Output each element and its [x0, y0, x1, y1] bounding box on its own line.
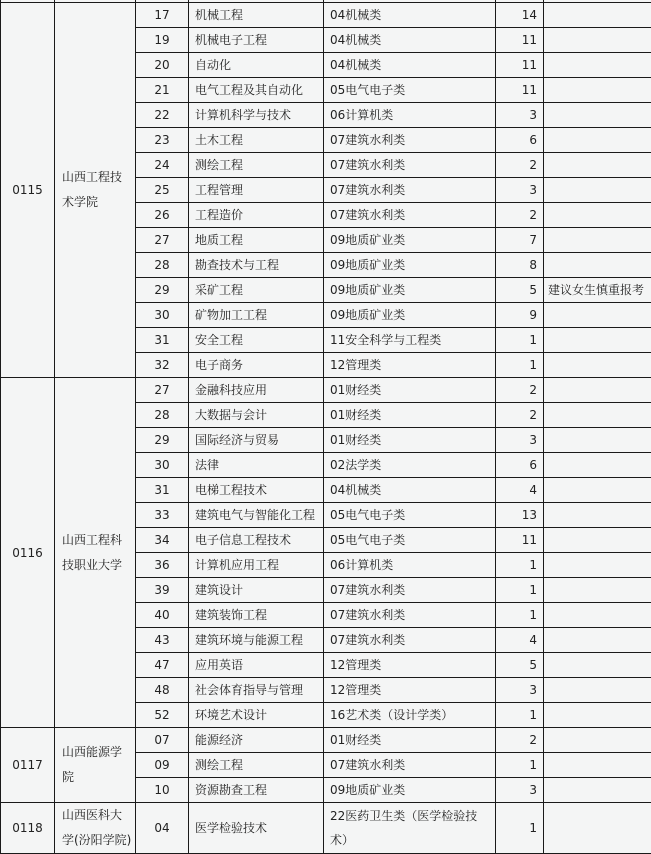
- plan-count-cell: 4: [496, 478, 544, 503]
- plan-count-cell: 1: [496, 328, 544, 353]
- note-cell: [544, 803, 651, 854]
- major-code-cell: 31: [136, 478, 189, 503]
- major-code-cell: 31: [136, 328, 189, 353]
- school-name-cell: 山西工程科技职业大学: [55, 378, 136, 728]
- note-cell: [544, 753, 651, 778]
- major-name-cell: 资源勘查工程: [189, 778, 324, 803]
- major-category-cell: 11安全科学与工程类: [324, 328, 496, 353]
- major-category-cell: 04机械类: [324, 3, 496, 28]
- note-cell: [544, 628, 651, 653]
- major-category-cell: 12管理类: [324, 653, 496, 678]
- major-category-cell: 07建筑水利类: [324, 178, 496, 203]
- plan-count-cell: 1: [496, 353, 544, 378]
- major-code-cell: 23: [136, 128, 189, 153]
- plan-count-cell: 2: [496, 378, 544, 403]
- table-body: [1, 0, 651, 854]
- major-name-cell: 法律: [189, 453, 324, 478]
- major-category-cell: 01财经类: [324, 728, 496, 753]
- major-code-cell: 34: [136, 528, 189, 553]
- major-code-cell: 30: [136, 453, 189, 478]
- plan-count-cell: 2: [496, 403, 544, 428]
- note-cell: [544, 28, 651, 53]
- major-name-cell: 计算机应用工程: [189, 553, 324, 578]
- plan-count-cell: 6: [496, 128, 544, 153]
- major-category-cell: 09地质矿业类: [324, 778, 496, 803]
- major-code-cell: 36: [136, 553, 189, 578]
- major-name-cell: 机械电子工程: [189, 28, 324, 53]
- school-code-cell: 0117: [1, 728, 55, 803]
- table-row: [1, 378, 651, 403]
- major-code-cell: 43: [136, 628, 189, 653]
- major-category-cell: 12管理类: [324, 678, 496, 703]
- major-code-cell: 52: [136, 703, 189, 728]
- note-cell: [544, 578, 651, 603]
- major-category-cell: 01财经类: [324, 428, 496, 453]
- plan-count-cell: 1: [496, 803, 544, 854]
- note-cell: [544, 603, 651, 628]
- major-code-cell: 20: [136, 53, 189, 78]
- major-category-cell: 04机械类: [324, 28, 496, 53]
- major-category-cell: 09地质矿业类: [324, 303, 496, 328]
- major-code-cell: 48: [136, 678, 189, 703]
- note-cell: [544, 253, 651, 278]
- major-code-cell: 27: [136, 378, 189, 403]
- major-name-cell: 计算机科学与技术: [189, 103, 324, 128]
- plan-count-cell: 1: [496, 553, 544, 578]
- note-cell: [544, 128, 651, 153]
- plan-count-cell: 1: [496, 753, 544, 778]
- note-cell: [544, 3, 651, 28]
- plan-count-cell: 6: [496, 453, 544, 478]
- major-code-cell: 04: [136, 803, 189, 854]
- school-name-cell: 山西能源学院: [55, 728, 136, 803]
- plan-count-cell: 13: [496, 503, 544, 528]
- note-cell: [544, 353, 651, 378]
- plan-count-cell: 4: [496, 628, 544, 653]
- plan-count-cell: 3: [496, 178, 544, 203]
- major-name-cell: 电子信息工程技术: [189, 528, 324, 553]
- major-category-cell: 02法学类: [324, 453, 496, 478]
- major-name-cell: 采矿工程: [189, 278, 324, 303]
- note-cell: [544, 453, 651, 478]
- note-cell: [544, 103, 651, 128]
- major-category-cell: 22医药卫生类（医学检验技术）: [324, 803, 496, 854]
- major-category-cell: 07建筑水利类: [324, 628, 496, 653]
- major-name-cell: 建筑设计: [189, 578, 324, 603]
- major-category-cell: 07建筑水利类: [324, 128, 496, 153]
- major-category-cell: 07建筑水利类: [324, 578, 496, 603]
- note-cell: [544, 728, 651, 753]
- school-code-cell: 0115: [1, 3, 55, 378]
- note-cell: [544, 403, 651, 428]
- major-name-cell: 国际经济与贸易: [189, 428, 324, 453]
- major-name-cell: 安全工程: [189, 328, 324, 353]
- note-cell: [544, 153, 651, 178]
- major-name-cell: 工程造价: [189, 203, 324, 228]
- major-name-cell: 测绘工程: [189, 753, 324, 778]
- major-name-cell: 电子商务: [189, 353, 324, 378]
- note-cell: [544, 678, 651, 703]
- major-category-cell: 07建筑水利类: [324, 753, 496, 778]
- major-name-cell: 电梯工程技术: [189, 478, 324, 503]
- major-code-cell: 21: [136, 78, 189, 103]
- note-cell: [544, 503, 651, 528]
- major-category-cell: 09地质矿业类: [324, 228, 496, 253]
- plan-count-cell: 1: [496, 703, 544, 728]
- plan-count-cell: 1: [496, 578, 544, 603]
- table-row: [1, 803, 651, 854]
- major-category-cell: 07建筑水利类: [324, 603, 496, 628]
- major-code-cell: 19: [136, 28, 189, 53]
- major-category-cell: 05电气电子类: [324, 503, 496, 528]
- plan-count-cell: 7: [496, 228, 544, 253]
- major-category-cell: 16艺术类（设计学类）: [324, 703, 496, 728]
- plan-count-cell: 11: [496, 53, 544, 78]
- plan-count-cell: 3: [496, 778, 544, 803]
- major-code-cell: 40: [136, 603, 189, 628]
- major-code-cell: 25: [136, 178, 189, 203]
- note-cell: [544, 78, 651, 103]
- note-cell: [544, 178, 651, 203]
- note-cell: [544, 203, 651, 228]
- note-cell: [544, 653, 651, 678]
- major-name-cell: 医学检验技术: [189, 803, 324, 854]
- note-cell: [544, 378, 651, 403]
- major-name-cell: 机械工程: [189, 3, 324, 28]
- note-cell: [544, 328, 651, 353]
- school-code-cell: 0118: [1, 803, 55, 854]
- note-cell: [544, 428, 651, 453]
- note-cell: 建议女生慎重报考: [544, 278, 651, 303]
- major-category-cell: 06计算机类: [324, 553, 496, 578]
- major-category-cell: 09地质矿业类: [324, 253, 496, 278]
- major-category-cell: 04机械类: [324, 478, 496, 503]
- major-name-cell: 金融科技应用: [189, 378, 324, 403]
- major-code-cell: 27: [136, 228, 189, 253]
- note-cell: [544, 553, 651, 578]
- plan-count-cell: 2: [496, 728, 544, 753]
- major-code-cell: 33: [136, 503, 189, 528]
- major-code-cell: 28: [136, 403, 189, 428]
- note-cell: [544, 228, 651, 253]
- note-cell: [544, 703, 651, 728]
- major-name-cell: 电气工程及其自动化: [189, 78, 324, 103]
- major-name-cell: 测绘工程: [189, 153, 324, 178]
- major-code-cell: 47: [136, 653, 189, 678]
- plan-count-cell: 3: [496, 678, 544, 703]
- major-category-cell: 12管理类: [324, 353, 496, 378]
- major-code-cell: 29: [136, 428, 189, 453]
- plan-count-cell: 3: [496, 103, 544, 128]
- major-name-cell: 大数据与会计: [189, 403, 324, 428]
- major-category-cell: 01财经类: [324, 403, 496, 428]
- major-category-cell: 07建筑水利类: [324, 203, 496, 228]
- school-name-cell: 山西医科大学(汾阳学院): [55, 803, 136, 854]
- major-name-cell: 矿物加工工程: [189, 303, 324, 328]
- major-name-cell: 勘查技术与工程: [189, 253, 324, 278]
- major-category-cell: 05电气电子类: [324, 78, 496, 103]
- major-code-cell: 32: [136, 353, 189, 378]
- major-category-cell: 04机械类: [324, 53, 496, 78]
- note-cell: [544, 303, 651, 328]
- plan-count-cell: 5: [496, 278, 544, 303]
- major-name-cell: 土木工程: [189, 128, 324, 153]
- major-name-cell: 建筑装饰工程: [189, 603, 324, 628]
- note-cell: [544, 478, 651, 503]
- major-code-cell: 10: [136, 778, 189, 803]
- plan-count-cell: 9: [496, 303, 544, 328]
- major-name-cell: 应用英语: [189, 653, 324, 678]
- major-code-cell: 30: [136, 303, 189, 328]
- plan-count-cell: 3: [496, 428, 544, 453]
- note-cell: [544, 53, 651, 78]
- plan-count-cell: 11: [496, 78, 544, 103]
- major-code-cell: 26: [136, 203, 189, 228]
- major-code-cell: 29: [136, 278, 189, 303]
- major-code-cell: 07: [136, 728, 189, 753]
- plan-count-cell: 2: [496, 203, 544, 228]
- note-cell: [544, 528, 651, 553]
- major-name-cell: 建筑环境与能源工程: [189, 628, 324, 653]
- plan-count-cell: 14: [496, 3, 544, 28]
- school-name-cell: 山西工程技术学院: [55, 3, 136, 378]
- major-code-cell: 28: [136, 253, 189, 278]
- major-name-cell: 工程管理: [189, 178, 324, 203]
- major-name-cell: 自动化: [189, 53, 324, 78]
- major-name-cell: 地质工程: [189, 228, 324, 253]
- major-category-cell: 06计算机类: [324, 103, 496, 128]
- major-code-cell: 09: [136, 753, 189, 778]
- note-cell: [544, 778, 651, 803]
- major-code-cell: 24: [136, 153, 189, 178]
- plan-count-cell: 1: [496, 603, 544, 628]
- major-code-cell: 17: [136, 3, 189, 28]
- plan-count-cell: 5: [496, 653, 544, 678]
- table-row: [1, 3, 651, 28]
- major-category-cell: 09地质矿业类: [324, 278, 496, 303]
- plan-count-cell: 11: [496, 28, 544, 53]
- major-code-cell: 22: [136, 103, 189, 128]
- major-name-cell: 环境艺术设计: [189, 703, 324, 728]
- plan-count-cell: 2: [496, 153, 544, 178]
- major-category-cell: 05电气电子类: [324, 528, 496, 553]
- major-name-cell: 能源经济: [189, 728, 324, 753]
- school-code-cell: 0116: [1, 378, 55, 728]
- plan-count-cell: 8: [496, 253, 544, 278]
- major-category-cell: 07建筑水利类: [324, 153, 496, 178]
- table-row: [1, 728, 651, 753]
- major-category-cell: 01财经类: [324, 378, 496, 403]
- major-name-cell: 建筑电气与智能化工程: [189, 503, 324, 528]
- major-name-cell: 社会体育指导与管理: [189, 678, 324, 703]
- major-code-cell: 39: [136, 578, 189, 603]
- plan-count-cell: 11: [496, 528, 544, 553]
